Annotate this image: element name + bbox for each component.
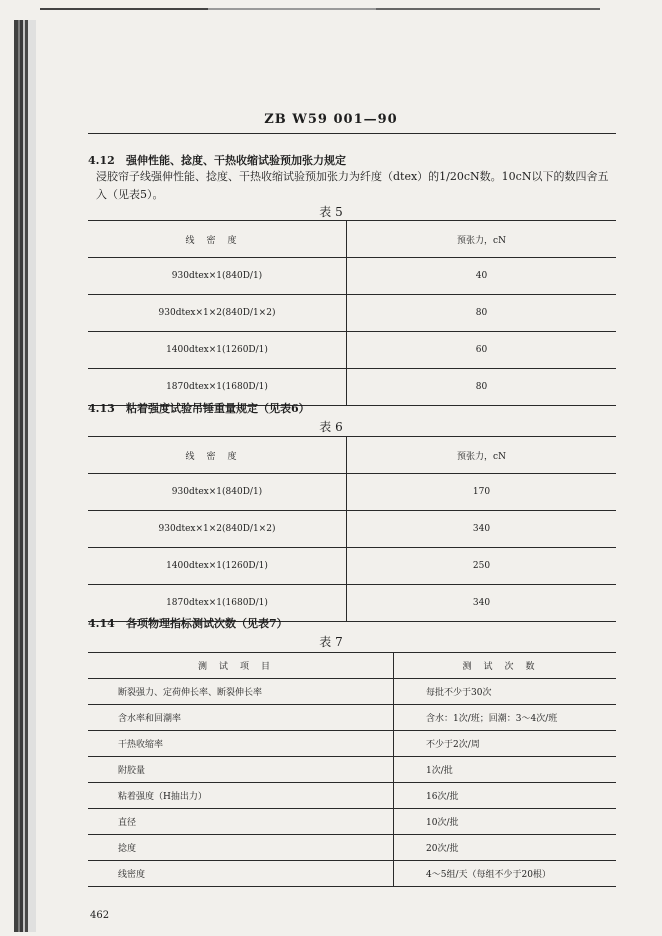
scan-top-edge <box>40 8 600 10</box>
col-header-pretension: 预张力，cN <box>347 221 617 258</box>
section-number: 4.13 <box>88 402 115 415</box>
table-header-row <box>88 653 616 679</box>
table-row: 含水率和回潮率 含水：1次/班；回潮：3～4次/班 <box>88 705 616 731</box>
table-row: 930dtex×1×2(840D/1×2) 340 <box>88 511 616 548</box>
table-row: 直径 10次/批 <box>88 809 616 835</box>
col-header-test-count: 测试次数 <box>394 653 617 679</box>
table-5-caption: 表 5 <box>319 205 343 219</box>
table-7 <box>88 652 616 887</box>
table-6 <box>88 436 616 622</box>
table-5 <box>88 220 616 406</box>
table-row: 粘着强度（H抽出力） 16次/批 <box>88 783 616 809</box>
section-title: 各项物理指标测试次数（见表7） <box>126 617 288 630</box>
table-7-caption: 表 7 <box>319 635 343 649</box>
table-row: 1870dtex×1(1680D/1) 340 <box>88 585 616 622</box>
col-header-linear-density: 线密度 <box>88 437 347 474</box>
table-row: 断裂强力、定荷伸长率、断裂伸长率 每批不少于30次 <box>88 679 616 705</box>
table-6-caption: 表 6 <box>319 420 343 434</box>
table-header-row <box>88 437 616 474</box>
section-4-12-heading <box>88 152 346 168</box>
header-rule <box>88 133 616 134</box>
standard-code: ZB W59 001—90 <box>264 112 398 127</box>
section-number: 4.12 <box>88 154 115 167</box>
table-row: 930dtex×1×2(840D/1×2) 80 <box>88 295 616 332</box>
table-row: 1870dtex×1(1680D/1) 80 <box>88 369 616 406</box>
section-4-13-heading <box>88 400 310 416</box>
table-row: 线密度 4～5组/天（每组不少于20根） <box>88 861 616 887</box>
table-row: 干热收缩率 不少于2次/周 <box>88 731 616 757</box>
page-number: 462 <box>90 910 110 921</box>
table-row: 1400dtex×1(1260D/1) 60 <box>88 332 616 369</box>
table-row: 930dtex×1(840D/1) 40 <box>88 258 616 295</box>
table-row: 附胶量 1次/批 <box>88 757 616 783</box>
table-row: 930dtex×1(840D/1) 170 <box>88 474 616 511</box>
section-number: 4.14 <box>88 617 115 630</box>
col-header-test-item: 测试项目 <box>88 653 394 679</box>
col-header-linear-density: 线密度 <box>88 221 347 258</box>
table-row: 1400dtex×1(1260D/1) 250 <box>88 548 616 585</box>
section-title: 粘着强度试验吊锤重量规定（见表6） <box>126 402 310 415</box>
table-row: 捻度 20次/批 <box>88 835 616 861</box>
col-header-pretension: 预张力，cN <box>347 437 617 474</box>
table-header-row <box>88 221 616 258</box>
section-4-12-body: 浸胶帘子线强伸性能、捻度、干热收缩试验预加张力为纤度（dtex）的1/20cN数。10cN以下的数四舍五入（见表5）。 <box>96 170 609 201</box>
section-title: 强伸性能、捻度、干热收缩试验预加张力规定 <box>126 154 346 167</box>
binding-edge <box>14 20 36 932</box>
section-4-14-heading <box>88 615 288 631</box>
